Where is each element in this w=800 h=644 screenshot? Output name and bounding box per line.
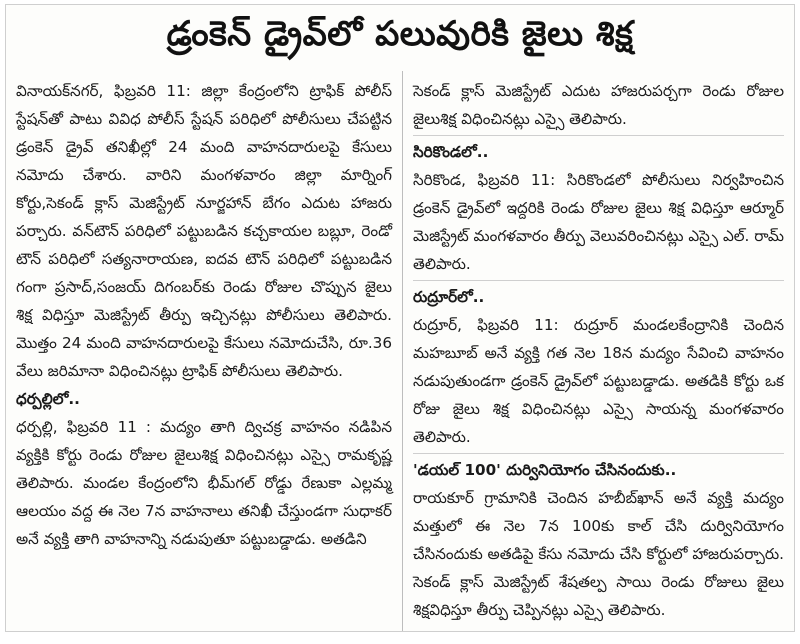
subhead-rudrur: రుద్రూర్‌లో.. <box>413 288 485 306</box>
continued-paragraph: సెకండ్ క్లాస్ మెజిస్ట్రేట్ ఎదుట హాజరుపర్చగా రెండు రోజుల జైలుశిక్ష విధించినట్లు ఎస్సై తెలిపారు. <box>413 82 784 128</box>
paragraph-dial-100: రాయకూర్ గ్రామానికి చెందిన హబీబ్‌ఖాన్ అనే వ్యక్తి మద్యం మత్తులో ఈ నెల 7న 100కు కాల్ చేసి దుర్వినియోగం చేసినందుకు అతడిపై కేసు నమోదు చేసి కోర్టులో హాజరుపర్చారు. సెకండ్ క్లాస్ మెజిస్ట్రేట్ శేషతల్ప సాయి రెండు రోజులు జైలు శిక్షవిధిస్తూ తీర్పు చెప్పినట్లు ఎస్సై తెలిపారు. <box>413 489 784 619</box>
left-column <box>6 71 403 631</box>
subhead-dial-100: 'డయల్ 100' దుర్వినియోగం చేసినందుకు.. <box>413 461 677 479</box>
paragraph-sirikonda: సిరికొండ, ఫిబ్రవరి 11: సిరికొండలో పోలీసులు నిర్వహించిన డ్రంకెన్ డ్రైవ్‌లో ఇద్దరికి రెండు రోజుల జైలు శిక్ష విధిస్తూ ఆర్మూర్ మెజిస్ట్రేట్ మంగళవారం తీర్పు వెలువరించినట్లు ఎస్సై ఎల్. రామ్ తెలిపారు. <box>413 171 784 273</box>
section-divider <box>413 280 784 281</box>
article-columns <box>6 71 794 631</box>
section-divider <box>413 453 784 454</box>
right-column <box>403 71 794 631</box>
subhead-sirikonda: సిరికొండలో.. <box>413 143 489 161</box>
section-divider <box>413 135 784 136</box>
lead-paragraph: వినాయక్‌నగర్, ఫిబ్రవరి 11: జిల్లా కేంద్రంలోని ట్రాఫిక్ పోలీస్ స్టేషన్‌తో పాటు వివిధ పోలీస్ స్టేషన్ పరిధిలో పోలీసులు చేపట్టిన డ్రంకెన్ డ్రైవ్ తనిఖీల్లో 24 మంది వాహనదారులపై కేసులు నమోదు చేశారు. వారిని మంగళవారం జిల్లా మార్నింగ్ కోర్టు,సెకండ్ క్లాస్ మెజిస్ట్రేట్ నూర్జహాన్ బేగం ఎదుట హాజరు పర్చారు. వన్‌టౌన్ పరిధిలో పట్టుబడిన కచ్చకాయల బబ్లూ, రెండో టౌన్ పరిధిలో సత్యనారాయణ, ఐదవ టౌన్ పరిధిలో పట్టుబడిన గంగా ప్రసాద్,సంజయ్ దిగంబర్‌కు రెండు రోజుల చొప్పున జైలు శిక్ష విధిస్తూ మెజిస్ట్రేట్ తీర్పు ఇచ్చినట్లు పోలీసులు తెలిపారు. మొత్తం 24 మంది వాహనదారులపై కేసులు నమోదుచేసి, రూ.36 వేలు జరిమానా విధించినట్లు ట్రాఫిక్ పోలీసులు తెలిపారు. <box>16 82 392 380</box>
paragraph-rudrur: రుద్రూర్, ఫిబ్రవరి 11: రుద్రూర్ మండలకేంద్రానికి చెందిన మహబూబ్ అనే వ్యక్తి గత నెల 18న మద్యం సేవించి వాహనం నడుపుతుండగా డ్రంకెన్ డ్రైవ్‌లో పట్టుబడ్డాడు. అతడికి కోర్టు ఒక రోజు జైలు శిక్ష విధించినట్లు ఎస్సై సాయన్న మంగళవారం తెలిపారు. <box>413 316 784 446</box>
headline: డ్రంకెన్ డ్రైవ్‌లో పలువురికి జైలు శిక్ష <box>166 14 634 54</box>
newspaper-clipping <box>5 4 795 632</box>
subhead-dharpally: ధర్పల్లిలో.. <box>16 390 80 408</box>
paragraph-dharpally: ధర్పల్లి, ఫిబ్రవరి 11 : మద్యం తాగి ద్విచక్ర వాహనం నడిపిన వ్యక్తికి కోర్టు రెండు రోజుల జైలుశిక్ష విధించినట్లు ఎస్సై రామకృష్ణ తెలిపారు. మండల కేంద్రంలోని భీమ్‌గల్ రోడ్డు రేణుకా ఎల్లమ్మ ఆలయం వద్ద ఈ నెల 7న వాహనాలు తనిఖీ చేస్తుండగా సుధాకర్ అనే వ్యక్తి తాగి వాహనాన్ని నడుపుతూ పట్టుబడ్డాడు. అతడిని <box>16 418 392 548</box>
